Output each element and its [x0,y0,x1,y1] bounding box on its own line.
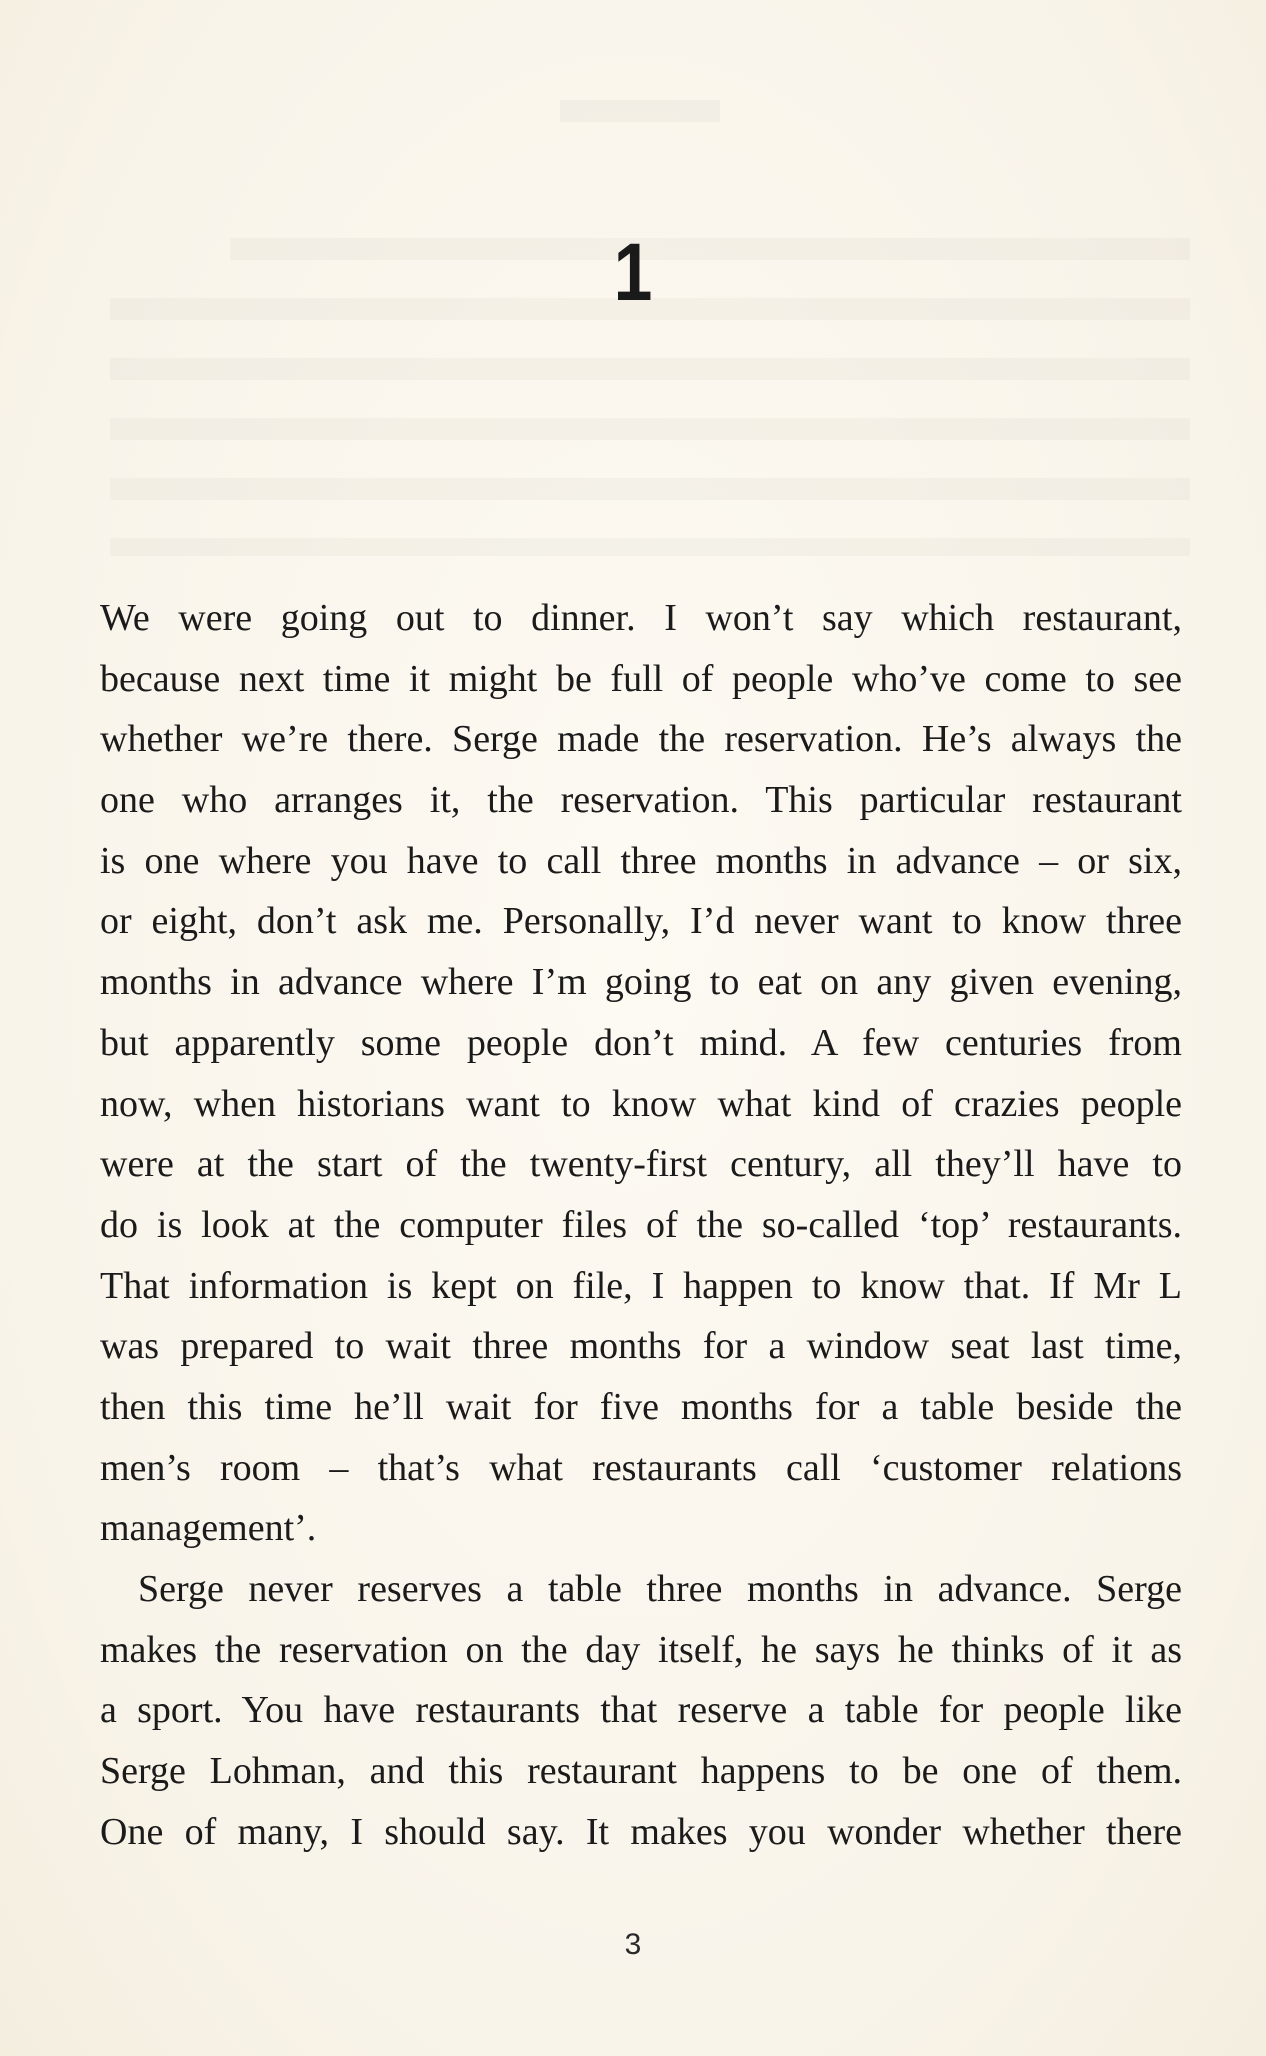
text-line: management’. [100,1507,317,1550]
text-line: whether we’re there. Serge made the reservation. He’s always the [100,718,1182,761]
text-line: men’s room – that’s what restaurants call ‘customer relations [100,1446,1182,1489]
show-through-line [110,418,1190,440]
paragraph-1 [100,588,1182,1559]
page-number: 3 [624,1928,642,1961]
text-line: one who arranges it, the reservation. This particular restaurant [100,779,1182,822]
text-line: months in advance where I’m going to eat on any given evening, [100,961,1182,1004]
text-line: a sport. You have restaurants that reserve a table for people like [100,1689,1182,1732]
chapter-body [100,588,1182,1862]
text-line: Serge Lohman, and this restaurant happens to be one of them. [100,1750,1182,1793]
show-through-line [110,538,1190,556]
show-through-line [560,100,720,122]
text-line: do is look at the computer files of the so-called ‘top’ restaurants. [100,1203,1182,1246]
text-line: Serge never reserves a table three months in advance. Serge [138,1568,1182,1610]
text-line: was prepared to wait three months for a window seat last time, [100,1325,1182,1368]
paragraph-2 [100,1559,1182,1862]
text-line: were at the start of the twenty-first century, all they’ll have to [100,1143,1182,1186]
text-line: We were going out to dinner. I won’t say which restaurant, [100,597,1182,639]
show-through-line [110,358,1190,380]
text-line: because next time it might be full of people who’ve come to see [100,657,1182,700]
text-line: then this time he’ll wait for five months for a table beside the [100,1385,1182,1428]
text-line: but apparently some people don’t mind. A few centuries from [100,1021,1182,1064]
text-line: makes the reservation on the day itself, he says he thinks of it as [100,1628,1182,1671]
text-line: One of many, I should say. It makes you wonder whether there [100,1810,1182,1853]
text-line: is one where you have to call three months in advance – or six, [100,839,1182,882]
chapter-number: 1 [613,227,653,318]
text-line: or eight, don’t ask me. Personally, I’d never want to know three [100,900,1182,943]
text-line: That information is kept on file, I happen to know that. If Mr L [100,1264,1182,1307]
text-line: now, when historians want to know what kind of crazies people [100,1082,1182,1125]
show-through-line [110,478,1190,500]
